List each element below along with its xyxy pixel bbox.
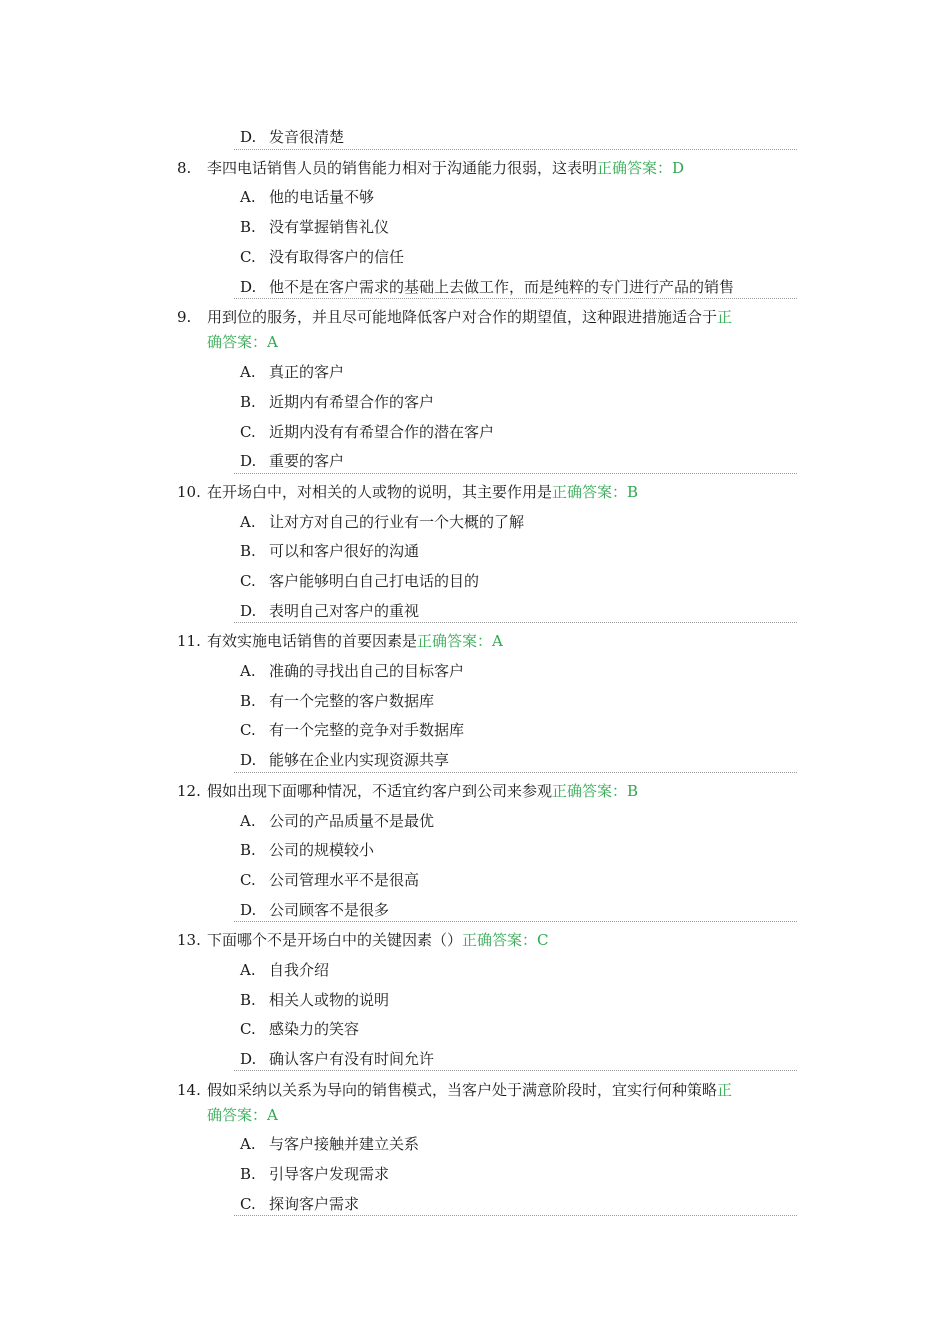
option-text: 真正的客户 xyxy=(269,363,345,381)
option-text: 没有取得客户的信任 xyxy=(269,248,405,266)
option-text: 引导客户发现需求 xyxy=(269,1165,390,1183)
option-label: C. xyxy=(240,1195,256,1213)
option-label: A. xyxy=(240,513,256,531)
question-number: 9. xyxy=(177,308,192,326)
option-label: D. xyxy=(240,278,257,296)
option-label: A. xyxy=(240,363,256,381)
option-label: D. xyxy=(240,452,257,470)
option-label: A. xyxy=(240,812,256,830)
option-text: 自我介绍 xyxy=(269,961,330,979)
option-label: B. xyxy=(240,1165,256,1183)
separator xyxy=(234,1215,797,1216)
option-text: 确认客户有没有时间允许 xyxy=(269,1050,435,1068)
option-label: B. xyxy=(240,841,256,859)
question-text: 用到位的服务，并且尽可能地降低客户对合作的期望值，这种跟进措施适合于正 xyxy=(207,308,733,326)
question-text: 假如采纳以关系为导向的销售模式，当客户处于满意阶段时，宜实行何种策略正 xyxy=(207,1081,733,1099)
question-number: 12. xyxy=(177,782,201,800)
option-label: A. xyxy=(240,662,256,680)
question-number: 10. xyxy=(177,483,201,501)
option-text: 有一个完整的客户数据库 xyxy=(269,692,435,710)
option-label: C. xyxy=(240,871,256,889)
option-label: A. xyxy=(240,1135,256,1153)
question-number: 14. xyxy=(177,1081,201,1099)
option-text: 相关人或物的说明 xyxy=(269,991,390,1009)
option-text: 可以和客户很好的沟通 xyxy=(269,542,420,560)
separator xyxy=(234,298,797,299)
question-text: 李四电话销售人员的销售能力相对于沟通能力很弱，这表明正确答案：D xyxy=(207,159,685,177)
correct-answer: 确答案：A xyxy=(207,1106,278,1124)
option-text: 有一个完整的竞争对手数据库 xyxy=(269,721,465,739)
option-text: 近期内没有有希望合作的潜在客户 xyxy=(269,423,495,441)
option-text: 发音很清楚 xyxy=(269,128,345,146)
question-text: 有效实施电话销售的首要因素是正确答案：A xyxy=(207,632,503,650)
option-label: C. xyxy=(240,721,256,739)
option-text: 公司的规模较小 xyxy=(269,841,375,859)
option-label: B. xyxy=(240,393,256,411)
correct-answer: 正确答案：B xyxy=(552,483,639,501)
option-text: 没有掌握销售礼仪 xyxy=(269,218,390,236)
option-text: 重要的客户 xyxy=(269,452,345,470)
option-text: 表明自己对客户的重视 xyxy=(269,602,420,620)
option-label: C. xyxy=(240,572,256,590)
option-text: 他不是在客户需求的基础上去做工作，而是纯粹的专门进行产品的销售 xyxy=(269,278,735,296)
option-label: D. xyxy=(240,128,257,146)
correct-answer: 正确答案：D xyxy=(597,159,685,177)
correct-answer: 正确答案：B xyxy=(552,782,639,800)
option-text: 近期内有希望合作的客户 xyxy=(269,393,435,411)
option-text: 与客户接触并建立关系 xyxy=(269,1135,420,1153)
option-text: 能够在企业内实现资源共享 xyxy=(269,751,450,769)
option-label: A. xyxy=(240,188,256,206)
option-text: 公司的产品质量不是最优 xyxy=(269,812,435,830)
separator xyxy=(234,921,797,922)
option-label: D. xyxy=(240,751,257,769)
option-label: B. xyxy=(240,991,256,1009)
correct-answer: 正 xyxy=(717,1081,733,1099)
question-number: 8. xyxy=(177,159,192,177)
option-text: 感染力的笑容 xyxy=(269,1020,360,1038)
option-label: D. xyxy=(240,602,257,620)
option-text: 公司顾客不是很多 xyxy=(269,901,390,919)
option-label: B. xyxy=(240,218,256,236)
option-label: C. xyxy=(240,248,256,266)
correct-answer: 确答案：A xyxy=(207,333,278,351)
option-text: 公司管理水平不是很高 xyxy=(269,871,420,889)
separator xyxy=(234,1070,797,1071)
separator xyxy=(234,149,797,150)
question-text: 下面哪个不是开场白中的关键因素（）正确答案：C xyxy=(207,931,549,949)
question-number: 13. xyxy=(177,931,201,949)
option-label: D. xyxy=(240,1050,257,1068)
question-text: 在开场白中，对相关的人或物的说明，其主要作用是正确答案：B xyxy=(207,483,639,501)
option-text: 客户能够明白自己打电话的目的 xyxy=(269,572,480,590)
option-label: C. xyxy=(240,423,256,441)
option-label: D. xyxy=(240,901,257,919)
option-label: C. xyxy=(240,1020,256,1038)
separator xyxy=(234,772,797,773)
option-label: A. xyxy=(240,961,256,979)
separator xyxy=(234,622,797,623)
option-label: B. xyxy=(240,692,256,710)
correct-answer: 正确答案：A xyxy=(417,632,503,650)
option-text: 他的电话量不够 xyxy=(269,188,375,206)
separator xyxy=(234,473,797,474)
correct-answer: 正确答案：C xyxy=(462,931,549,949)
option-text: 让对方对自己的行业有一个大概的了解 xyxy=(269,513,525,531)
option-text: 准确的寻找出自己的目标客户 xyxy=(269,662,465,680)
question-text: 假如出现下面哪种情况，不适宜约客户到公司来参观正确答案：B xyxy=(207,782,639,800)
correct-answer: 正 xyxy=(717,308,733,326)
question-number: 11. xyxy=(177,632,201,650)
option-label: B. xyxy=(240,542,256,560)
option-text: 探询客户需求 xyxy=(269,1195,360,1213)
